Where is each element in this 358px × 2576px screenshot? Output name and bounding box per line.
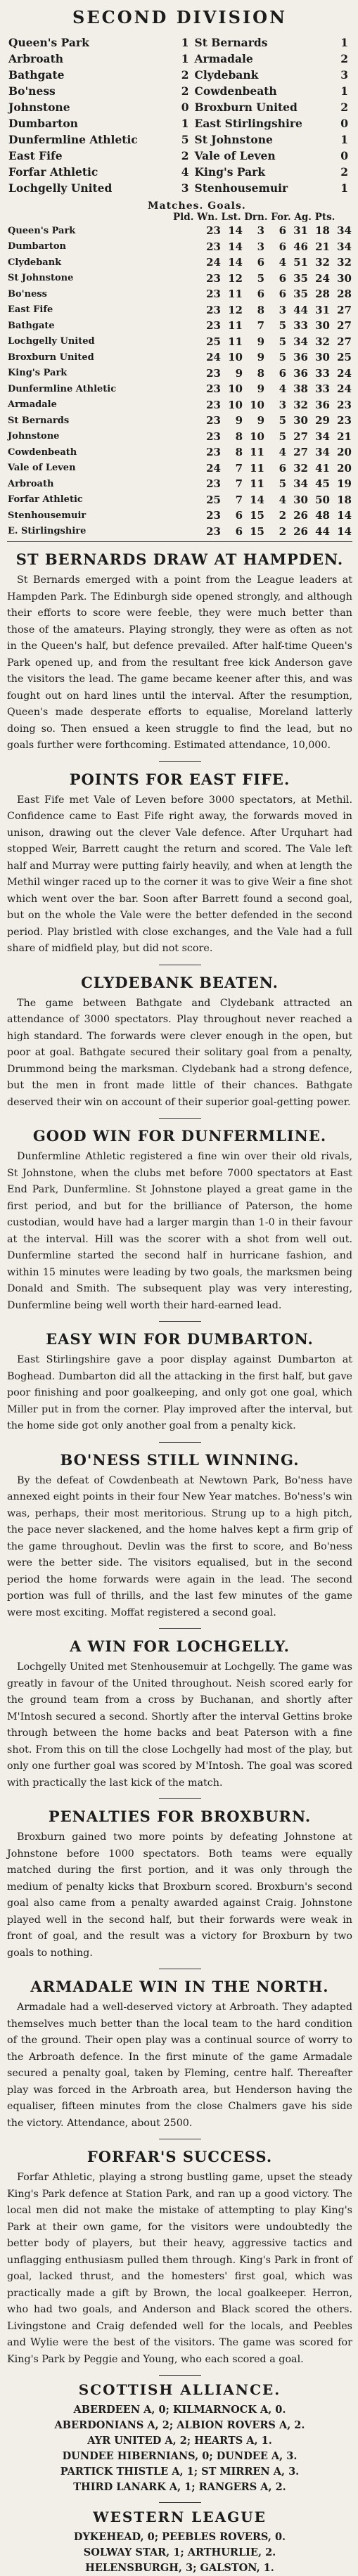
article <box>7 1330 352 1435</box>
result-line: ABERDONIANS A, 2; ALBION ROVERS A, 2. <box>54 2419 305 2431</box>
result-away: Clydebank <box>194 68 259 82</box>
article-body: East Stirlingshire gave a poor display against Dumbarton at Boghead. Dumbarton did all the attacking in the first half, but gave poor finishing and poor goalkeeping, and only got one goal, which Miller put in from the corner. Play improved after the interval, but the home side got only another goal from a penalty kick. <box>7 1354 352 1431</box>
league-pld: 24 <box>206 351 221 364</box>
result-hs: 1 <box>181 36 189 49</box>
league-a: 32 <box>315 256 330 269</box>
league-pld: 25 <box>206 335 221 348</box>
match-reports <box>7 550 352 2368</box>
league-club: Armadale <box>8 399 57 411</box>
league-pld: 24 <box>206 461 221 475</box>
league-d: 5 <box>279 335 286 348</box>
league-f: 33 <box>293 319 308 333</box>
league-a: 41 <box>315 461 330 475</box>
league-pts: 23 <box>337 398 352 411</box>
league-club: Vale of Leven <box>8 463 76 474</box>
league-pld: 23 <box>206 366 221 380</box>
league-club: Bo'ness <box>8 288 47 300</box>
result-hs: 0 <box>181 101 189 114</box>
league-d: 4 <box>279 493 286 506</box>
league-w: 11 <box>228 288 243 301</box>
league-w: 9 <box>235 366 243 380</box>
league-pld: 23 <box>206 224 221 238</box>
league-l: 3 <box>257 240 264 253</box>
league-club: Dumbarton <box>8 241 66 252</box>
league-f: 51 <box>293 256 308 269</box>
result-away: Vale of Leven <box>194 149 276 162</box>
league-w: 7 <box>235 477 243 491</box>
result-as: 1 <box>340 133 348 146</box>
league-f: 27 <box>293 446 308 459</box>
league-a: 34 <box>315 446 330 459</box>
league-pld: 23 <box>206 477 221 491</box>
league-a: 21 <box>315 240 330 253</box>
league-pts: 24 <box>337 366 352 380</box>
result-as: 0 <box>340 149 348 162</box>
league-d: 5 <box>279 319 286 333</box>
league-row <box>7 286 352 302</box>
league-a: 48 <box>315 509 330 522</box>
league-l: 9 <box>257 351 264 364</box>
league-pld: 24 <box>206 256 221 269</box>
article <box>7 1637 352 1791</box>
league-pts: 32 <box>337 256 352 269</box>
league-pld: 23 <box>206 319 221 333</box>
separator <box>159 1118 201 1119</box>
separator <box>159 1442 201 1443</box>
separator <box>159 2375 201 2376</box>
result-away: Cowdenbeath <box>194 84 277 98</box>
league-l: 9 <box>257 382 264 396</box>
result-home: East Fife <box>8 149 63 162</box>
result-away: St Johnstone <box>194 133 273 146</box>
league-a: 29 <box>315 414 330 427</box>
league-d: 6 <box>279 271 286 285</box>
league-l: 11 <box>250 461 264 475</box>
league-l: 8 <box>257 303 264 316</box>
league-d: 2 <box>279 509 286 522</box>
league-a: 45 <box>315 477 330 491</box>
league-row <box>7 318 352 334</box>
league-w: 8 <box>235 430 243 443</box>
league-w: 14 <box>228 256 243 269</box>
article-body: Lochgelly United met Stenhousemuir at Lochgelly. The game was greatly in favour of the United throughout. Neish scored early for the ground team from a cross by Buchanan, and shortly after M'Intosh secured a second. Shortly after the interval Gettins broke through between the home backs and beat Paterson with a fine shot. From this on till the close Lochgelly had most of the play, but only one further goal was scored by M'Intosh. The goal was scored with practically the last kick of the match. <box>7 1661 352 1789</box>
result-away: Broxburn United <box>194 101 298 114</box>
league-pts: 28 <box>337 288 352 301</box>
article-body: St Bernards emerged with a point from the League leaders at Hampden Park. The Edinburgh side opened strongly, and although their efforts to score were feeble, they were much better than those of the amateurs. Playing strongly, they were as often as not in the Queen's half, but defence prevailed. After half-time Queen's Park opened up, and from the resultant free kick Anderson gave the visitors the lead. The game became keener after this, and was fought out on hard lines until the interval. After the resumption, Queen's made desperate efforts to equalise, Moreland latterly doing so. Then ensued a keen struggle to find the lead, but no goals further were forthcoming. Estimated attendance, 10,000. <box>7 574 352 751</box>
league-pts: 27 <box>337 303 352 316</box>
separator <box>159 1628 201 1629</box>
league-d: 4 <box>279 446 286 459</box>
league-f: 30 <box>293 414 308 427</box>
scottish-alliance-section <box>7 2381 352 2495</box>
article-body: The game between Bathgate and Clydebank attracted an attendance of 3000 spectators. Play throughout never reached a high standard. The forwards were clever enough in the open, but poor at goal. Bathgate secured their solitary goal from a penalty, Drummond being the marksman. Clydebank had a strong defence, but the men in front made little of their chances. Bathgate deserved their win on account of their superior goal-getting power. <box>7 997 352 1108</box>
result-line: ABERDEEN A, 0; KILMARNOCK A, 0. <box>73 2404 286 2416</box>
league-row <box>7 239 352 255</box>
league-d: 4 <box>279 256 286 269</box>
result-line: DUNDEE HIBERNIANS, 0; DUNDEE A, 3. <box>62 2450 298 2462</box>
result-as: 2 <box>340 101 348 114</box>
result-home: Queen's Park <box>8 36 89 49</box>
league-club: St Johnstone <box>8 273 74 284</box>
result-as: 1 <box>340 84 348 98</box>
result-home: Forfar Athletic <box>8 165 98 179</box>
scottish-alliance-heading: SCOTTISH ALLIANCE. <box>78 2381 281 2398</box>
league-pts: 23 <box>337 414 352 427</box>
result-row <box>7 83 352 99</box>
article-headline: ARMADALE WIN IN THE NORTH. <box>30 1978 329 1995</box>
result-home: Johnstone <box>8 101 70 114</box>
result-row <box>7 131 352 148</box>
league-a: 44 <box>315 524 330 538</box>
league-f: 35 <box>293 271 308 285</box>
article-headline: ST BERNARDS DRAW AT HAMPDEN. <box>15 550 344 568</box>
league-pld: 23 <box>206 271 221 285</box>
league-w: 7 <box>235 493 243 506</box>
article-headline: PENALTIES FOR BROXBURN. <box>48 1808 312 1825</box>
result-as: 2 <box>340 165 348 179</box>
league-pts: 25 <box>337 351 352 364</box>
league-f: 36 <box>293 366 308 380</box>
result-away: Stenhousemuir <box>194 181 288 195</box>
result-line: DYKEHEAD, 0; PEEBLES ROVERS, 0. <box>73 2531 286 2543</box>
league-pts: 18 <box>337 493 352 506</box>
league-a: 28 <box>315 288 330 301</box>
league-pts: 27 <box>337 319 352 333</box>
result-away: Armadale <box>194 52 253 65</box>
article <box>7 974 352 1112</box>
league-f: 34 <box>293 477 308 491</box>
league-a: 30 <box>315 351 330 364</box>
result-away: East Stirlingshire <box>194 117 302 130</box>
league-l: 14 <box>250 493 264 506</box>
league-table-header-2: Pld. Wn. Lst. Drn. For. Ag. Pts. <box>173 212 335 223</box>
league-f: 26 <box>293 524 308 538</box>
league-pts: 34 <box>337 224 352 238</box>
result-row <box>7 115 352 131</box>
league-w: 6 <box>235 509 243 522</box>
result-home: Dumbarton <box>8 117 78 130</box>
league-pts: 30 <box>337 271 352 285</box>
league-f: 26 <box>293 509 308 522</box>
result-as: 1 <box>340 36 348 49</box>
league-pts: 24 <box>337 382 352 396</box>
league-row <box>7 271 352 287</box>
league-f: 27 <box>293 430 308 443</box>
league-table <box>7 223 352 539</box>
article-body: By the defeat of Cowdenbeath at Newtown Park, Bo'ness have annexed eight points in their four New Year matches. Bo'ness's win was, perhaps, their most meritorious. Strung up to a high pitch, the pace never slackened, and the home halves kept a firm grip of the game throughout. Devlin was the first to score, and Bo'ness were the better side. The visitors equalised, but in the second period the home forwards were again in the lead. The second portion was full of thrills, and the last few minutes of the game were most exciting. Moffat registered a second goal. <box>7 1474 352 1618</box>
league-w: 14 <box>228 240 243 253</box>
league-d: 4 <box>279 382 286 396</box>
league-d: 6 <box>279 224 286 238</box>
article-body: Armadale had a well-deserved victory at Arbroath. They adapted themselves much better than the local team to the hard condition of the ground. Their open play was a continual source of worry to the Arbroath defence. In the first minute of the game Armadale secured a penalty goal, taken by Fleming, centre half. Thereafter play was forced in the Arbroath area, but Henderson having the equaliser, fifteen minutes from the close Chalmers gave his side the victory. Attendance, about 2500. <box>7 2002 352 2129</box>
league-d: 5 <box>279 477 286 491</box>
league-l: 8 <box>257 366 264 380</box>
league-l: 3 <box>257 224 264 238</box>
league-pld: 23 <box>206 303 221 316</box>
league-f: 44 <box>293 303 308 316</box>
separator <box>159 2502 201 2503</box>
article-body: Broxburn gained two more points by defeating Johnstone at Johnstone before 1000 spectators. Both teams were equally matched during the first portion, and it was only through the medium of penalty kicks that Broxburn scored. Broxburn's second goal also came from a penalty awarded against Craig. Johnstone played well in the second half, but their forwards were weak in front of goal, and the result was a victory for Broxburn by two goals to nothing. <box>7 1831 352 1959</box>
league-row <box>7 255 352 271</box>
league-d: 6 <box>279 288 286 301</box>
result-as: 2 <box>340 52 348 65</box>
league-club: Forfar Athletic <box>8 494 83 505</box>
league-d: 6 <box>279 461 286 475</box>
separator <box>159 761 201 762</box>
western-league-heading: WESTERN LEAGUE <box>93 2509 267 2525</box>
league-w: 11 <box>228 335 243 348</box>
section-rule <box>7 541 352 542</box>
league-f: 36 <box>293 351 308 364</box>
article-headline: GOOD WIN FOR DUNFERMLINE. <box>32 1127 327 1145</box>
result-hs: 2 <box>181 68 189 82</box>
result-home: Bo'ness <box>8 84 56 98</box>
league-f: 32 <box>293 461 308 475</box>
article <box>7 1808 352 1962</box>
article-body: Forfar Athletic, playing a strong bustling game, upset the steady King's Park defence at Station Park, and ran up a good victory. The local men did not make the mistake of attempting to play King's Park at their own game, for the visitors were undoubtedly the better body of players, but their heavy, aggressive tactics and unflagging enthusiasm pulled them through. King's Park in front of goal, lacked thrust, and the homesters' first goal, which was practically made a gift by Brown, the local goalkeeper. Herron, who had two goals, and Anderson and Black scored the others. Livingstone and Craig defended well for the locals, and Peebles and Wylie were the best of the visitors. The game was scored for King's Park by Peggie and Young, who each scored a goal. <box>7 2172 352 2365</box>
result-hs: 3 <box>181 181 189 195</box>
league-w: 9 <box>235 414 243 427</box>
article <box>7 2148 352 2368</box>
league-club: Johnstone <box>8 431 60 442</box>
result-row <box>7 180 352 196</box>
article <box>7 550 352 754</box>
result-hs: 5 <box>181 133 189 146</box>
result-line: AYR UNITED A, 2; HEARTS A, 1. <box>87 2435 272 2447</box>
league-pld: 23 <box>206 382 221 396</box>
separator <box>159 1798 201 1799</box>
article <box>7 1451 352 1622</box>
result-line: HELENSBURGH, 3; GALSTON, 1. <box>85 2562 274 2574</box>
result-away: St Bernards <box>194 36 268 49</box>
league-l: 5 <box>257 271 264 285</box>
league-f: 35 <box>293 288 308 301</box>
article-body: East Fife met Vale of Leven before 3000 spectators, at Methil. Confidence came to East Fife right away, the forwards moved in unison, drawing out the clever Vale defence. After Urquhart had stopped Weir, Barrett caught the return and scored. The Vale left half and Murray were putting fairly heavily, and when at length the Methil winger raced up to the corner it was to give Weir a fine shot which went over the bar. Soon after Barrett found a second goal, but on the whole the Vale were the better defended in the second period. Play bristled with close exchanges, and the Vale had a full share of midfield play, but did not score. <box>7 794 352 954</box>
league-l: 11 <box>250 477 264 491</box>
league-row <box>7 476 352 492</box>
western-league-section <box>7 2509 352 2576</box>
league-a: 33 <box>315 382 330 396</box>
league-pts: 34 <box>337 240 352 253</box>
league-w: 12 <box>228 303 243 316</box>
league-row <box>7 349 352 366</box>
league-club: Queen's Park <box>8 225 76 236</box>
league-w: 7 <box>235 461 243 475</box>
league-row <box>7 334 352 350</box>
result-row <box>7 67 352 83</box>
league-w: 14 <box>228 224 243 238</box>
league-a: 36 <box>315 398 330 411</box>
league-l: 11 <box>250 446 264 459</box>
result-hs: 2 <box>181 149 189 162</box>
league-pts: 21 <box>337 430 352 443</box>
article-headline: FORFAR'S SUCCESS. <box>87 2148 273 2165</box>
league-pld: 23 <box>206 430 221 443</box>
result-row <box>7 34 352 51</box>
league-row <box>7 302 352 318</box>
league-pts: 20 <box>337 461 352 475</box>
league-pld: 23 <box>206 398 221 411</box>
article-headline: CLYDEBANK BEATEN. <box>81 973 279 991</box>
league-f: 32 <box>293 398 308 411</box>
result-hs: 1 <box>181 52 189 65</box>
league-row <box>7 397 352 413</box>
league-pld: 23 <box>206 414 221 427</box>
result-line: SOLWAY STAR, 1; ARTHURLIE, 2. <box>83 2546 276 2558</box>
league-row <box>7 444 352 461</box>
result-hs: 2 <box>181 84 189 98</box>
league-club: East Fife <box>8 304 53 316</box>
league-w: 10 <box>228 398 243 411</box>
result-home: Dunfermline Athletic <box>8 133 138 146</box>
league-table-header-1: Matches. Goals. <box>148 200 246 212</box>
league-d: 3 <box>279 303 286 316</box>
league-club: King's Park <box>8 368 68 379</box>
result-home: Lochgelly United <box>8 181 113 195</box>
league-club: St Bernards <box>8 415 70 426</box>
league-pld: 23 <box>206 524 221 538</box>
result-as: 0 <box>340 117 348 130</box>
league-a: 50 <box>315 493 330 506</box>
league-pld: 23 <box>206 240 221 253</box>
league-row <box>7 524 352 540</box>
league-a: 18 <box>315 224 330 238</box>
article <box>7 771 352 958</box>
result-away: King's Park <box>194 165 266 179</box>
league-club: Broxburn United <box>8 352 94 363</box>
league-pts: 14 <box>337 509 352 522</box>
league-pts: 14 <box>337 524 352 538</box>
league-d: 3 <box>279 398 286 411</box>
league-pts: 19 <box>337 477 352 491</box>
result-hs: 4 <box>181 165 189 179</box>
league-d: 5 <box>279 414 286 427</box>
league-l: 10 <box>250 430 264 443</box>
league-row <box>7 508 352 524</box>
league-f: 46 <box>293 240 308 253</box>
result-as: 1 <box>340 181 348 195</box>
league-row <box>7 413 352 429</box>
result-row <box>7 99 352 115</box>
article-headline: A WIN FOR LOCHGELLY. <box>70 1637 290 1655</box>
league-row <box>7 492 352 508</box>
result-hs: 1 <box>181 117 189 130</box>
league-l: 7 <box>257 319 264 333</box>
league-row <box>7 461 352 477</box>
league-l: 6 <box>257 256 264 269</box>
league-d: 6 <box>279 366 286 380</box>
league-w: 6 <box>235 524 243 538</box>
article-headline: EASY WIN FOR DUMBARTON. <box>46 1330 314 1348</box>
league-club: Stenhousemuir <box>8 510 87 521</box>
separator <box>159 1321 201 1322</box>
league-w: 8 <box>235 446 243 459</box>
result-home: Arbroath <box>8 52 64 65</box>
league-row <box>7 381 352 397</box>
league-row <box>7 223 352 239</box>
league-a: 30 <box>315 319 330 333</box>
league-row <box>7 429 352 445</box>
result-as: 3 <box>340 68 348 82</box>
league-f: 30 <box>293 493 308 506</box>
league-club: Lochgelly United <box>8 336 95 347</box>
second-division-heading: SECOND DIVISION <box>72 7 288 27</box>
league-a: 24 <box>315 271 330 285</box>
result-home: Bathgate <box>8 68 65 82</box>
league-w: 11 <box>228 319 243 333</box>
result-row <box>7 148 352 164</box>
league-l: 9 <box>257 335 264 348</box>
result-row <box>7 164 352 180</box>
league-club: Cowdenbeath <box>8 446 77 458</box>
league-d: 5 <box>279 351 286 364</box>
league-f: 38 <box>293 382 308 396</box>
league-w: 10 <box>228 382 243 396</box>
league-pts: 27 <box>337 335 352 348</box>
results-table <box>7 34 352 196</box>
article-headline: POINTS FOR EAST FIFE. <box>69 770 290 788</box>
article <box>7 1978 352 2132</box>
league-club: E. Stirlingshire <box>8 526 87 537</box>
league-l: 9 <box>257 414 264 427</box>
league-club: Clydebank <box>8 257 62 268</box>
league-a: 34 <box>315 430 330 443</box>
article-body: Dunfermline Athletic registered a fine win over their old rivals, St Johnstone, when the clubs met before 7000 spectators at East End Park, Dunfermline. St Johnstone played a great game in the first period, and but for the brilliance of Paterson, the home custodian, would have had a larger margin than 1-0 in their favour at the interval. Hill was the scorer with a shot from well out. Dunfermline started the second half in hurricane fashion, and within 15 minutes were leading by two goals, the marksmen being Donald and Smith. The subsequent play was very interesting, Dunfermline being well worth their hard-earned lead. <box>7 1151 352 1311</box>
league-pld: 23 <box>206 446 221 459</box>
league-d: 2 <box>279 524 286 538</box>
league-a: 31 <box>315 303 330 316</box>
league-club: Arbroath <box>8 478 54 489</box>
league-a: 33 <box>315 366 330 380</box>
result-line: THIRD LANARK A, 1; RANGERS A, 2. <box>73 2481 286 2493</box>
league-d: 5 <box>279 430 286 443</box>
league-d: 6 <box>279 240 286 253</box>
league-w: 12 <box>228 271 243 285</box>
league-l: 10 <box>250 398 264 411</box>
league-pld: 25 <box>206 493 221 506</box>
result-line: PARTICK THISTLE A, 1; ST MIRREN A, 3. <box>60 2466 300 2478</box>
league-f: 31 <box>293 224 308 238</box>
league-l: 15 <box>250 524 264 538</box>
article <box>7 1127 352 1314</box>
league-club: Dunfermline Athletic <box>8 383 117 394</box>
league-pld: 23 <box>206 288 221 301</box>
league-l: 6 <box>257 288 264 301</box>
league-a: 32 <box>315 335 330 348</box>
article-headline: BO'NESS STILL WINNING. <box>60 1450 300 1469</box>
league-f: 34 <box>293 335 308 348</box>
league-row <box>7 366 352 382</box>
league-club: Bathgate <box>8 320 55 331</box>
league-w: 10 <box>228 351 243 364</box>
result-row <box>7 51 352 67</box>
league-l: 15 <box>250 509 264 522</box>
league-pts: 20 <box>337 446 352 459</box>
league-pld: 23 <box>206 509 221 522</box>
